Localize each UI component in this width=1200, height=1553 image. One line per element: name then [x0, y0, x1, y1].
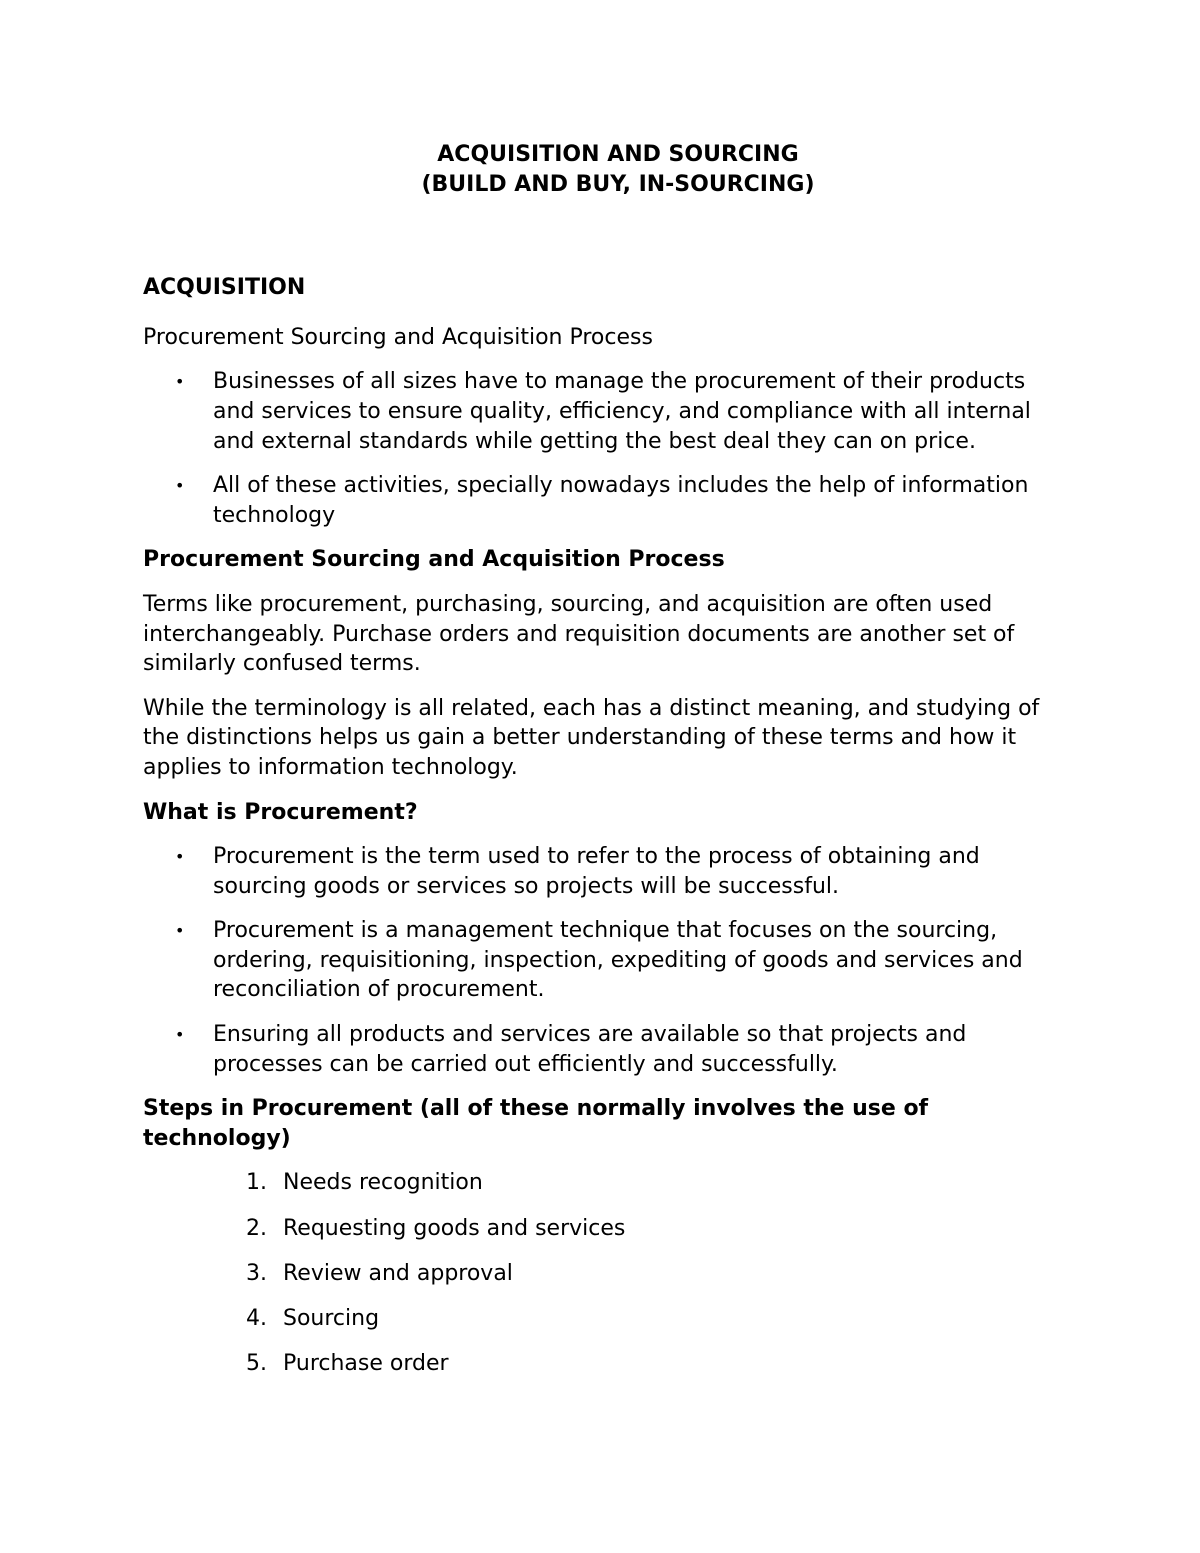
- list-item-text: Businesses of all sizes have to manage the procurement of their products and services to ensure quality, efficiency, and compliance with all internal and external standards while getting the best deal they can on price.: [213, 369, 1031, 454]
- bullet-icon: •: [175, 1025, 185, 1045]
- paragraph: Terms like procurement, purchasing, sourcing, and acquisition are often used interchangeably. Purchase orders and requisition documents are another set of similarly confused terms.: [143, 591, 1015, 677]
- heading-procurement-process: Procurement Sourcing and Acquisition Process: [143, 547, 725, 573]
- steps-list: [143, 1168, 1063, 1378]
- step-text: Requesting goods and services: [283, 1215, 626, 1241]
- list-item: [143, 1304, 1063, 1334]
- document-title: [143, 140, 1063, 199]
- bullet-icon: •: [175, 372, 185, 392]
- bullet-icon: •: [175, 847, 185, 867]
- step-text: Purchase order: [283, 1350, 449, 1376]
- step-number: 2.: [246, 1215, 267, 1241]
- step-number: 1.: [246, 1170, 267, 1196]
- step-text: Review and approval: [283, 1260, 513, 1286]
- heading-what-is-procurement: What is Procurement?: [143, 799, 418, 825]
- bullet-icon: •: [175, 476, 185, 496]
- list-item: [143, 1168, 1063, 1198]
- list-item-text: Ensuring all products and services are available so that projects and processes can be carried out efficiently and successfully.: [213, 1022, 967, 1077]
- paragraph: While the terminology is all related, each has a distinct meaning, and studying of the distinctions helps us gain a better understanding of these terms and how it applies to information technology.: [143, 695, 1040, 780]
- step-text: Needs recognition: [283, 1170, 483, 1196]
- list-item: [143, 1259, 1063, 1289]
- step-number: 4.: [246, 1305, 267, 1331]
- intro-bullet-list: [143, 367, 1063, 530]
- bullet-icon: •: [175, 921, 185, 941]
- step-text: Sourcing: [283, 1305, 380, 1331]
- subheading-procurement-process: Procurement Sourcing and Acquisition Process: [143, 324, 653, 350]
- document-page: [143, 140, 1063, 1394]
- title-line-2: (BUILD AND BUY, IN-SOURCING): [421, 171, 815, 197]
- step-number: 5.: [246, 1350, 267, 1376]
- heading-acquisition: ACQUISITION: [143, 275, 306, 301]
- list-item: [143, 367, 1063, 456]
- list-item-text: All of these activities, specially nowadays includes the help of information technology: [213, 473, 1029, 528]
- what-bullet-list: [143, 842, 1063, 1079]
- title-line-1: ACQUISITION AND SOURCING: [437, 142, 799, 167]
- list-item: [143, 471, 1063, 530]
- list-item-text: Procurement is a management technique that focuses on the sourcing, ordering, requisitioning, inspection, expediting of goods and services and reconciliation of procurement.: [213, 918, 1023, 1003]
- list-item: [143, 842, 1063, 901]
- list-item: [143, 916, 1063, 1005]
- list-item-text: Procurement is the term used to refer to the process of obtaining and sourcing goods or services so projects will be successful.: [213, 844, 980, 899]
- list-item: [143, 1349, 1063, 1379]
- list-item: [143, 1214, 1063, 1244]
- list-item: [143, 1020, 1063, 1079]
- step-number: 3.: [246, 1260, 267, 1286]
- heading-steps-in-procurement: Steps in Procurement (all of these normally involves the use of technology): [143, 1096, 929, 1151]
